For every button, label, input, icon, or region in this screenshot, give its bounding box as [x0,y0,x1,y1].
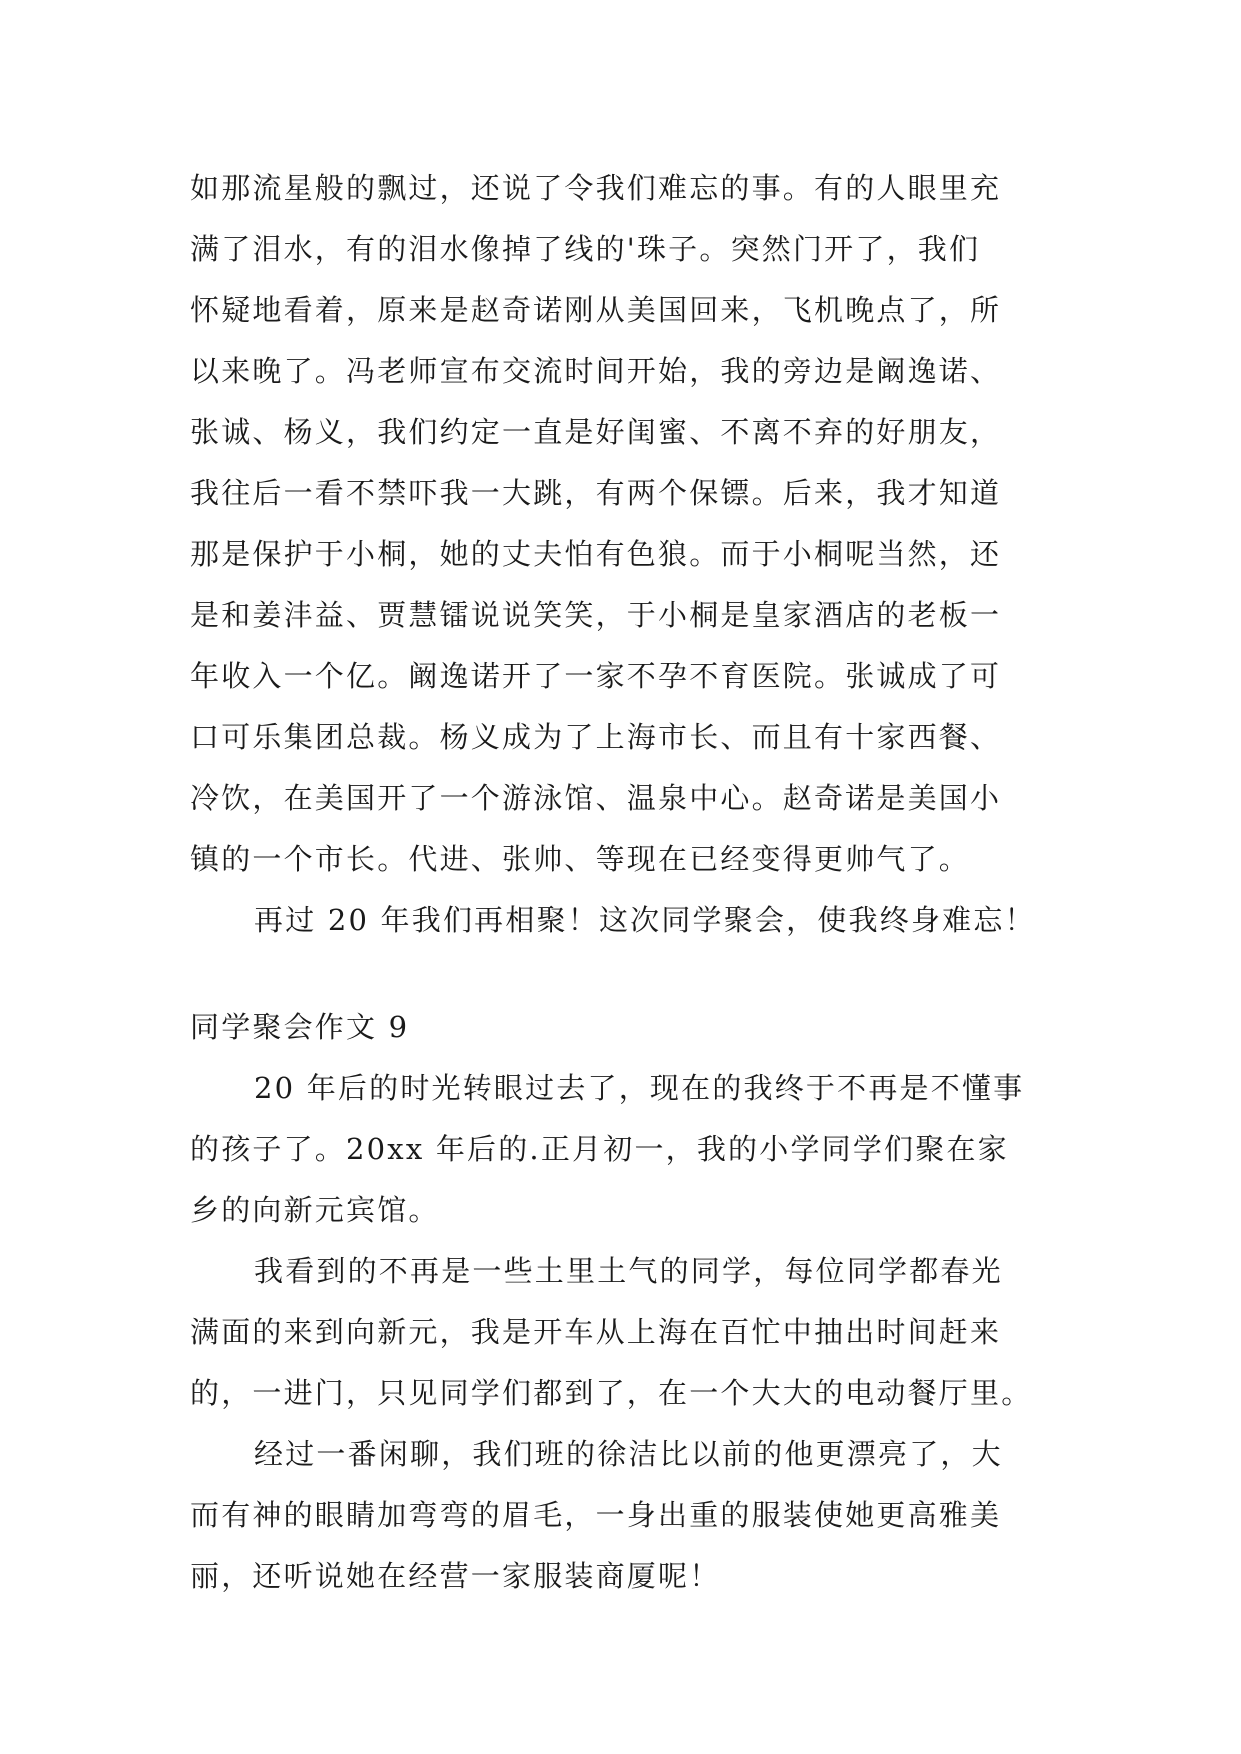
text-line: 如那流星般的飘过，还说了令我们难忘的事。有的人眼里充 [190,171,1002,205]
text-line: 口可乐集团总裁。杨义成为了上海市长、而且有十家西餐、 [190,720,1002,754]
section-essay-9 [190,997,1070,1607]
text-line: 那是保护于小桐，她的丈夫怕有色狼。而于小桐呢当然，还 [190,537,1002,571]
text-line: 乡的向新元宾馆。 [190,1193,440,1227]
essay-title: 同学聚会作文 9 [190,1010,410,1044]
text-line: 张诚、杨义，我们约定一直是好闺蜜、不离不弃的好朋友， [190,415,1002,449]
text-line: 满面的来到向新元，我是开车从上海在百忙中抽出时间赶来 [190,1315,1002,1349]
text-line: 的，一进门，只见同学们都到了，在一个大大的电动餐厅里。 [190,1376,1033,1410]
text-line: 冷饮，在美国开了一个游泳馆、温泉中心。赵奇诺是美国小 [190,781,1002,815]
text-line: 以来晚了。冯老师宣布交流时间开始，我的旁边是阚逸诺、 [190,354,1002,388]
text-line: 丽，还听说她在经营一家服装商厦呢！ [190,1559,721,1593]
text-line: 怀疑地看着，原来是赵奇诺刚从美国回来，飞机晚点了，所 [190,293,1002,327]
text-line: 镇的一个市长。代进、张帅、等现在已经变得更帅气了。 [190,842,971,876]
section-gap [190,951,1070,997]
text-line: 我往后一看不禁吓我一大跳，有两个保镖。后来，我才知道 [190,476,1002,510]
text-line: 20 年后的时光转眼过去了，现在的我终于不再是不懂事 [254,1071,1025,1105]
closing-line: 再过 20 年我们再相聚！这次同学聚会，使我终身难忘！ [254,903,1036,937]
text-line: 是和姜沣益、贾慧镭说说笑笑，于小桐是皇家酒店的老板一 [190,598,1002,632]
paragraph [190,1058,1070,1241]
section-essay-continuation [190,158,1070,951]
text-line: 经过一番闲聊，我们班的徐洁比以前的他更漂亮了，大 [254,1437,1003,1471]
paragraph [190,1241,1070,1424]
text-line: 的孩子了。20xx 年后的.正月初一，我的小学同学们聚在家 [190,1132,1009,1166]
text-line: 年收入一个亿。阚逸诺开了一家不孕不育医院。张诚成了可 [190,659,1002,693]
text-line: 满了泪水，有的泪水像掉了线的'珠子。突然门开了，我们 [190,232,981,266]
paragraph [190,1424,1070,1607]
document-body [190,158,1070,1607]
text-line: 而有神的眼睛加弯弯的眉毛，一身出重的服装使她更高雅美 [190,1498,1002,1532]
text-line: 我看到的不再是一些土里土气的同学，每位同学都春光 [254,1254,1003,1288]
